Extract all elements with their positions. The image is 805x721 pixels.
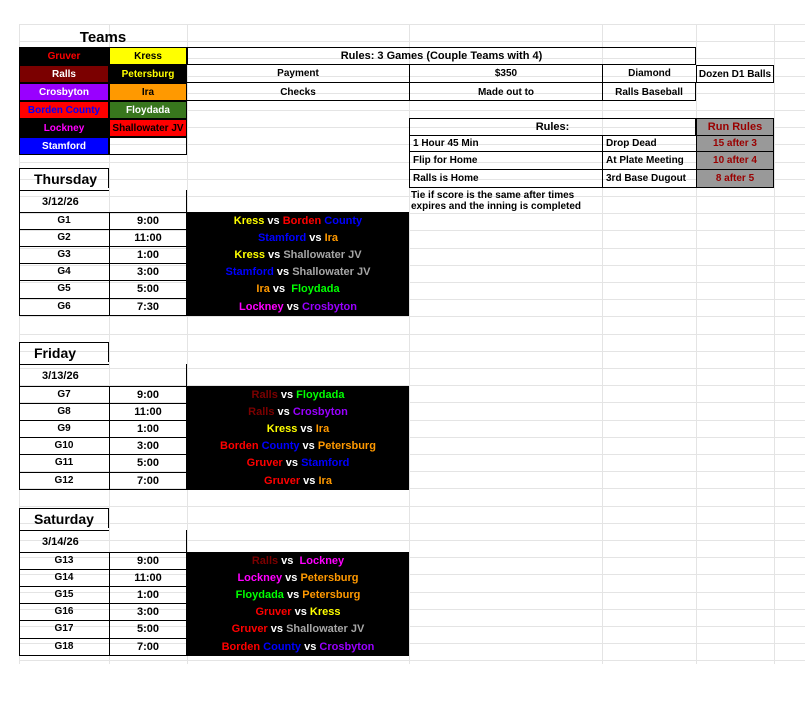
game-id: G16 [54, 606, 74, 617]
matchup-part: Kress [266, 422, 298, 435]
matchup-part: vs [283, 588, 303, 601]
game-matchup [187, 263, 409, 280]
game-time: 11:00 [134, 231, 162, 244]
matchup-part: Petersburg [302, 588, 361, 601]
day-date-saturday: 3/14/26 [19, 530, 109, 552]
game-id: G13 [54, 555, 74, 566]
run-rules-header: Run Rules [696, 118, 774, 136]
info-table-border [187, 100, 696, 101]
matchup-part: Gruver [246, 456, 283, 469]
page-title: Teams [79, 28, 127, 46]
day-date-friday: 3/13/26 [19, 364, 109, 386]
game-matchup [187, 280, 409, 297]
game-id: G1 [57, 215, 71, 226]
matchup-part: Kress [233, 214, 265, 227]
game-matchup [187, 229, 409, 246]
day-heading-friday: Friday [19, 342, 109, 362]
game-id: G6 [57, 301, 71, 312]
matchup-part: Gruver [255, 605, 292, 618]
matchup-part: vs [264, 248, 284, 261]
matchup-part: Ralls [251, 554, 279, 567]
matchup-part: vs [283, 300, 302, 313]
game-matchup [187, 638, 409, 655]
game-id: G5 [57, 283, 71, 294]
matchup-part: Ira [324, 231, 339, 244]
matchup-part: vs [282, 456, 302, 469]
matchup-part: Floydada [296, 388, 345, 401]
game-id: G2 [57, 232, 71, 243]
rule-detail: Drop Dead [602, 136, 696, 152]
game-matchup [187, 620, 409, 637]
matchup-part: Ralls [248, 405, 275, 418]
matchup-part: vs [277, 388, 297, 401]
team-legend-gruver: Gruver [19, 47, 109, 65]
team-legend-floydada: Floydada [109, 101, 187, 119]
game-id: G18 [54, 641, 74, 652]
game-time: 9:00 [136, 388, 160, 401]
matchup-part: Petersburg [317, 439, 376, 452]
row-divider [19, 315, 187, 316]
game-id: G11 [54, 457, 74, 468]
matchup-part: Ira [318, 474, 332, 487]
matchup-part: Floydada [235, 588, 284, 601]
team-legend-borden-county: Borden County [19, 101, 109, 119]
payment-amount: $350 [409, 65, 602, 83]
game-matchup [187, 403, 409, 420]
game-matchup [187, 420, 409, 437]
team-legend-empty [109, 137, 187, 155]
ball-value: Dozen D1 Balls [696, 65, 774, 83]
matchup-part: vs [301, 640, 320, 653]
matchup-part: Gruver [264, 474, 301, 487]
matchup-part: vs [297, 422, 316, 435]
matchup-part: County [324, 214, 363, 227]
game-time: 3:00 [136, 265, 160, 278]
game-matchup [187, 298, 409, 315]
matchup-part: County [261, 439, 300, 452]
matchup-part: Floydada [291, 282, 340, 295]
rule-detail: At Plate Meeting [602, 152, 696, 170]
matchup-part: Lockney [239, 300, 284, 313]
matchup-part: vs [278, 554, 300, 567]
payment-label: Payment [187, 65, 409, 83]
matchup-part: Stamford [257, 231, 307, 244]
game-id: G12 [54, 475, 74, 486]
matchup-part: Kress [234, 248, 265, 261]
matchup-part: Stamford [225, 265, 274, 278]
row-divider [19, 489, 187, 490]
matchup-part: Gruver [231, 622, 268, 635]
matchup-part: Borden [221, 640, 261, 653]
matchup-part: Borden [282, 214, 322, 227]
team-legend-crosbyton: Crosbyton [19, 83, 109, 101]
matchup-part: Shallowater JV [286, 622, 365, 635]
matchup-part: vs [267, 622, 287, 635]
game-matchup [187, 603, 409, 620]
game-id: G7 [57, 389, 71, 400]
game-time: 5:00 [136, 622, 160, 635]
matchup-part: County [263, 640, 302, 653]
rule-description: 1 Hour 45 Min [409, 136, 602, 152]
made-out-value: Ralls Baseball [602, 83, 696, 101]
game-time: 7:00 [136, 640, 160, 653]
game-matchup [187, 212, 409, 229]
game-matchup [187, 437, 409, 454]
matchup-part: vs [273, 265, 293, 278]
matchup-part: Stamford [301, 456, 350, 469]
rule-description: Flip for Home [409, 152, 602, 170]
matchup-part: Ira [256, 282, 270, 295]
team-legend-ralls: Ralls [19, 65, 109, 83]
rule-detail: 3rd Base Dugout [602, 170, 696, 188]
game-matchup [187, 454, 409, 471]
game-time: 5:00 [136, 456, 160, 469]
made-out-label: Made out to [409, 83, 602, 101]
matchup-part: Shallowater JV [283, 248, 362, 261]
game-matchup [187, 472, 409, 489]
game-time: 11:00 [134, 571, 162, 584]
matchup-part: vs [274, 405, 293, 418]
day-heading-saturday: Saturday [19, 508, 109, 528]
game-matchup [187, 586, 409, 603]
game-id: G15 [54, 589, 74, 600]
day-heading-thursday: Thursday [19, 168, 109, 188]
game-time: 3:00 [136, 439, 160, 452]
matchup-part: Ira [315, 422, 330, 435]
matchup-part: vs [299, 439, 318, 452]
game-time: 9:00 [136, 554, 160, 567]
matchup-part: vs [269, 282, 292, 295]
run-rule-value: 15 after 3 [696, 136, 774, 152]
matchup-part: vs [300, 474, 319, 487]
team-legend-stamford: Stamford [19, 137, 109, 155]
game-id: G3 [57, 249, 71, 260]
run-rule-value: 10 after 4 [696, 152, 774, 170]
team-legend-shallowater-jv: Shallowater JV [109, 119, 187, 137]
game-matchup [187, 569, 409, 586]
game-time: 11:00 [134, 405, 162, 418]
tie-rule-note: Tie if score is the same after times expires and the inning is completed [411, 190, 582, 212]
game-id: G8 [57, 406, 71, 417]
rule-description: Ralls is Home [409, 170, 602, 188]
matchup-part: Lockney [237, 571, 283, 584]
matchup-part: Ralls [251, 388, 278, 401]
game-matchup [187, 246, 409, 263]
matchup-part: Crosbyton [302, 300, 357, 313]
game-id: G14 [54, 572, 74, 583]
game-matchup [187, 386, 409, 403]
game-time: 1:00 [136, 588, 160, 601]
game-matchup [187, 552, 409, 569]
game-time: 1:00 [136, 248, 160, 261]
game-id: G9 [57, 423, 71, 434]
rules-title: Rules: 3 Games (Couple Teams with 4) [187, 47, 696, 65]
matchup-part: Lockney [299, 554, 345, 567]
team-legend-petersburg: Petersburg [109, 65, 187, 83]
matchup-part: Crosbyton [292, 405, 348, 418]
game-time: 7:00 [136, 474, 160, 487]
run-rule-value: 8 after 5 [696, 170, 774, 188]
matchup-part: vs [291, 605, 310, 618]
payment-method: Checks [280, 86, 316, 98]
ball-label: Diamond [602, 65, 696, 83]
matchup-part: vs [264, 214, 283, 227]
matchup-part: Kress [309, 605, 341, 618]
game-id: G10 [54, 440, 74, 451]
game-time: 3:00 [136, 605, 160, 618]
rules-header: Rules: [409, 118, 696, 136]
row-divider [19, 655, 187, 656]
matchup-part: Crosbyton [319, 640, 375, 653]
game-time: 9:00 [136, 214, 160, 227]
team-legend-lockney: Lockney [19, 119, 109, 137]
matchup-part: Petersburg [300, 571, 359, 584]
game-time: 5:00 [136, 282, 160, 295]
game-time: 7:30 [136, 300, 160, 313]
game-id: G17 [54, 623, 74, 634]
matchup-part: vs [306, 231, 325, 244]
day-date-thursday: 3/12/26 [19, 190, 109, 212]
game-id: G4 [57, 266, 71, 277]
matchup-part: vs [282, 571, 301, 584]
matchup-part: Shallowater JV [292, 265, 371, 278]
matchup-part: Borden [220, 439, 259, 452]
team-legend-kress: Kress [109, 47, 187, 65]
game-time: 1:00 [136, 422, 160, 435]
team-legend-ira: Ira [109, 83, 187, 101]
